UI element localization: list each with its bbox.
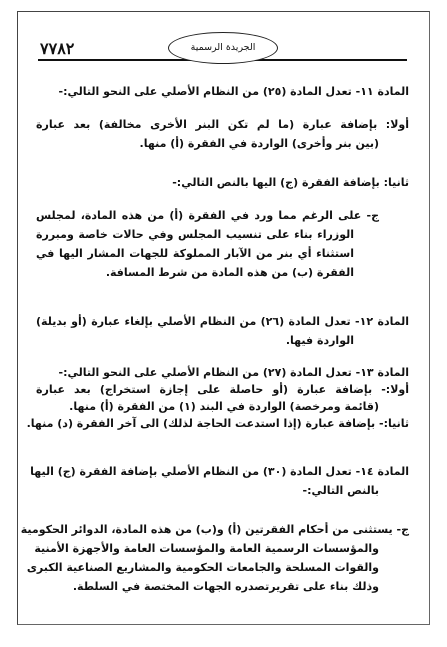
- article-13-second: ثانيا:- بإضافة عبارة (إذا استدعت الحاجة لذلك) الى آخر الفقرة (د) منها.: [26, 417, 409, 430]
- article-14-line-2: بالنص التالي:-: [302, 484, 379, 497]
- article-13-title: المادة ١٣- تعدل المادة (٢٧) من النظام الأصلي على النحو التالي:-: [58, 366, 409, 379]
- article-14-para-c-line-3: والقوات المسلحة والجامعات الحكومية والمشاريع الصناعية الكبرى: [26, 561, 379, 574]
- article-11-title: المادة ١١- تعدل المادة (٢٥) من النظام الأصلي على النحو التالي:-: [58, 85, 409, 98]
- article-14-para-c-line-4: وذلك بناء على تقريرتصدره الجهات المختصة في السلطة.: [72, 580, 379, 593]
- article-12-line-2: الواردة فيها.: [285, 334, 354, 347]
- page-number: ٧٧٨٢: [40, 39, 75, 58]
- article-11-second: ثانيا: بإضافة الفقرة (ج) اليها بالنص التالي:-: [172, 176, 409, 189]
- article-14-para-c-line-1: ج- يستثنى من أحكام الفقرتين (أ) و(ب) من هذه المادة، الدوائر الحكومية: [20, 523, 409, 536]
- document-body: [20, 82, 410, 596]
- article-11-first-line-2: (بين بنر وأخرى) الواردة في الفقرة (أ) منها.: [139, 137, 379, 150]
- article-11-para-c-line-3: استثناء أي بنر من الآبار المملوكة للجهات المشار اليها في: [36, 247, 354, 260]
- article-11-first-line-1: أولا: بإضافة عبارة (ما لم تكن البنر الأخرى مخالفة) بعد عبارة: [36, 118, 409, 131]
- article-11-para-c-line-4: الفقرة (ب) من هذه المادة من شرط المسافة.: [105, 266, 354, 279]
- article-11-para-c-line-2: الوزراء بناء على تنسيب المجلس وفي حالات خاصة ومبررة: [36, 228, 354, 241]
- article-14-para-c-line-2: والمؤسسات الرسمية العامة والمؤسسات العامة والأجهزة الأمنية: [34, 542, 379, 555]
- article-11-para-c-line-1: ج- على الرغم مما ورد في الفقرة (أ) من هذه المادة، لمجلس: [36, 209, 379, 222]
- article-13-first-line-2: (قائمة ومرخصة) الواردة في البند (١) من الفقرة (أ) منها.: [69, 400, 379, 413]
- article-13-first-line-1: أولا:- بإضافة عبارة (أو حاصلة على إجازة استخراج) بعد عبارة: [36, 383, 409, 396]
- journal-name-badge: الجريدة الرسمية: [168, 32, 278, 64]
- article-14-line-1: المادة ١٤- تعدل المادة (٣٠) من النظام الأصلي بإضافة الفقرة (ج) اليها: [30, 465, 409, 478]
- article-12-line-1: المادة ١٢- تعدل المادة (٢٦) من النظام الأصلي بإلغاء عبارة (أو بديلة): [36, 315, 410, 328]
- document-page: [17, 11, 430, 625]
